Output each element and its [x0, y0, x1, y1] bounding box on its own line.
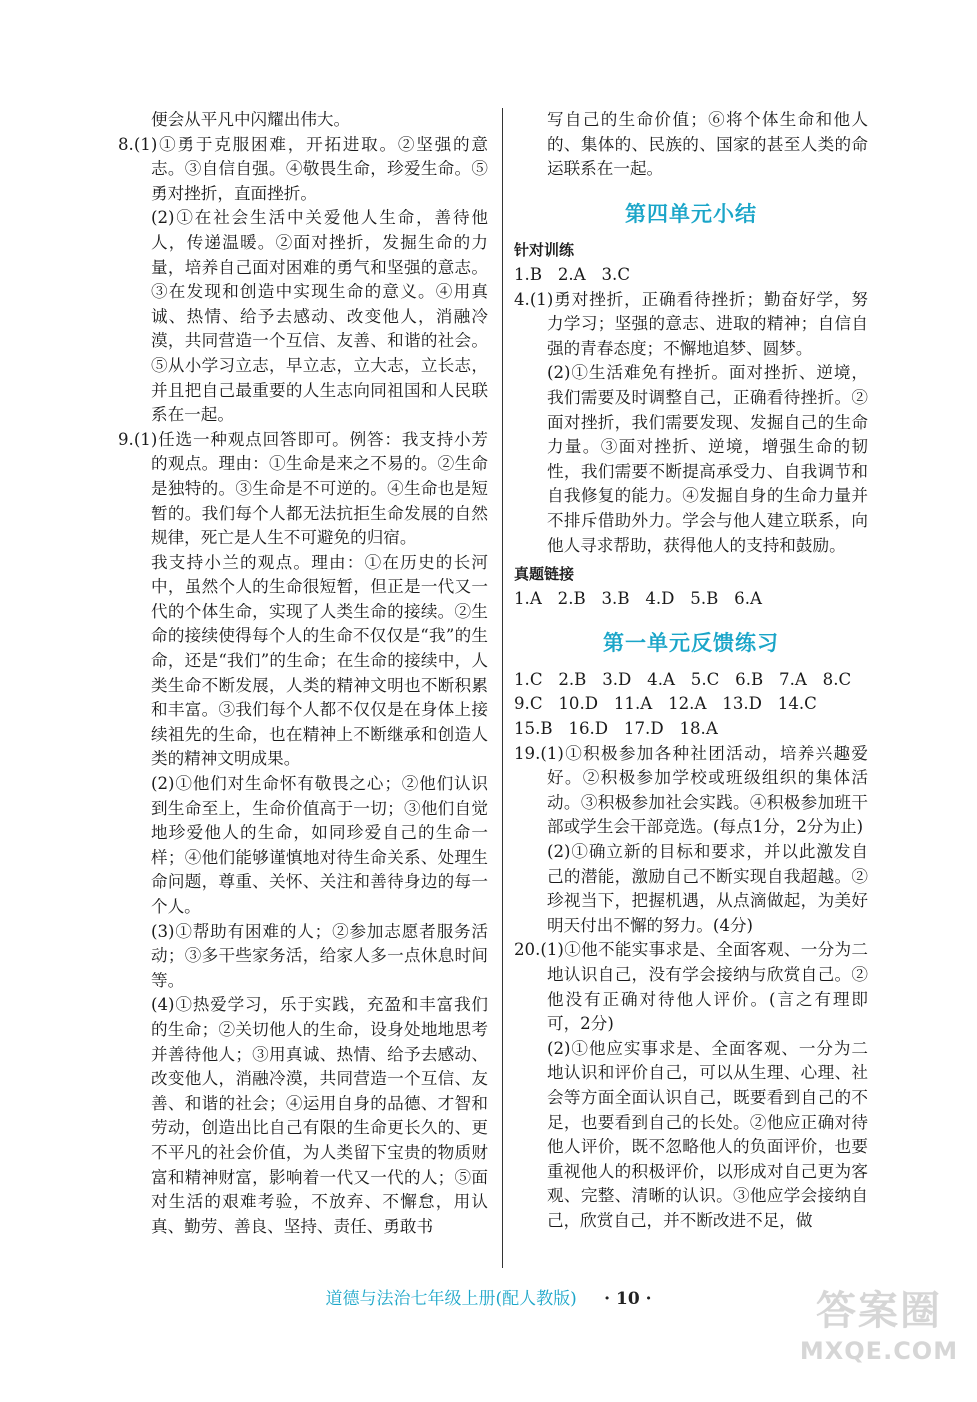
- watermark-url: MXQE.COM: [799, 1337, 959, 1365]
- answer-paragraph: (4)①热爱学习，乐于实践，充盈和丰富我们的生命；②关切他人的生命，设身处地地思考并善待他人；③用真诚、热情、给予去感动、改变他人，消融冷漠，共同营造一个互信、友善、和谐的社会；④运用自身的品德、才智和劳动，创造出比自己有限的生命更长久的、更不平凡的社会价值，为人类留下宝贵的物质财富和精神财富，影响着一代又一代的人；⑤面对生活的艰难考验，不放弃、不懈怠，用认真、勤劳、善良、坚持、责任、勇敢书: [151, 995, 488, 1236]
- unit4-q4-part1: 4.(1)勇对挫折，正确看待挫折；勤奋好学，努力学习；坚强的意志、进取的精神；自信自强的青春态度；不懈地追梦、圆梦。: [514, 289, 868, 358]
- book-title: 道德与法治七年级上册(配人教版): [325, 1289, 577, 1309]
- answer-paragraph: (2)①在社会生活中关爱他人生命，善待他人，传递温暖。②面对挫折，发掘生命的力量，培养自己面对困难的勇气和坚强的意志。③在发现和创造中实现生命的意义。④用真诚、热情、给予去感动、改变他人，消融冷漠，共同营造一个互信、友善、和谐的社会。⑤从小学习立志，早立志，立大志，立长志，并且把自己最重要的人生志向同祖国和人民联系在一起。: [151, 208, 488, 425]
- column-divider: [502, 108, 503, 1268]
- real-exam-answers-row: 1.A 2.B 3.B 4.D 5.B 6.A: [514, 588, 762, 608]
- left-column: [118, 108, 488, 1239]
- answer-paragraph: 8.(1)①勇于克服困难，开拓进取。②坚强的意志。③自信自强。④敬畏生命，珍爱生命。⑤勇对挫折，直面挫折。: [118, 134, 488, 203]
- answer-paragraph: (3)①帮助有困难的人；②参加志愿者服务活动；③多干些家务活，给家人多一点休息时间等。: [151, 921, 488, 990]
- unit4-summary-heading: 第四单元小结: [625, 201, 757, 226]
- targeted-answers-row: 1.B 2.A 3.C: [514, 264, 631, 284]
- answer-paragraph: 我支持小兰的观点。理由：①在历史的长河中，虽然个人的生命很短暂，但正是一代又一代的个体生命，实现了人类生命的接续。②生命的接续使得每个人的生命不仅仅是“我”的生命，还是“我们”的生命；在生命的接续中，人类生命不断发展，人类的精神文明也不断积累和丰富。③我们每个人都不仅仅是在身体上接续祖先的生命，也在精神上不断继承和创造人类的精神文明成果。: [151, 552, 488, 769]
- unit4-q4-part2: (2)①生活难免有挫折。面对挫折、逆境，我们需要及时调整自己，正确看待挫折。②面对挫折，我们需要发现、发掘自己的生命力量。③面对挫折、逆境，增强生命的韧性，我们需要不断提高承受力、自我调节和自我修复的能力。④发掘自身的生命力量并不排斥借助外力。学会与他人建立联系，向他人寻求帮助，获得他人的支持和鼓励。: [547, 363, 868, 555]
- unit1-answers-row-1: 1.C 2.B 3.D 4.A 5.C 6.B 7.A 8.C: [514, 669, 852, 689]
- page-number: · 10 ·: [604, 1289, 652, 1309]
- unit1-q20-part1: 20.(1)①他不能实事求是、全面客观、一分为二地认识自己，没有学会接纳与欣赏自己。②他没有正确对待他人评价。(言之有理即可，2分): [514, 940, 868, 1034]
- unit1-q19-part1: 19.(1)①积极参加各种社团活动，培养兴趣爱好。②积极参加学校或班级组织的集体活动。③积极参加社会实践。④积极参加班干部或学生会干部竞选。(每点1分，2分为止): [514, 743, 868, 837]
- targeted-training-label: 针对训练: [514, 241, 575, 260]
- watermark-text: 答案圈: [816, 1288, 942, 1334]
- unit1-answers-row-2: 9.C 10.D 11.A 12.A 13.D 14.C: [514, 694, 817, 714]
- real-exam-label: 真题链接: [514, 565, 575, 584]
- unit1-feedback-heading: 第一单元反馈练习: [603, 631, 779, 656]
- answer-paragraph: 便会从平凡中闪耀出伟大。: [151, 110, 351, 129]
- continued-answer-text: 写自己的生命价值；⑥将个体生命和他人的、集体的、民族的、国家的甚至人类的命运联系在一起。: [547, 110, 868, 179]
- watermark-logo: [799, 1286, 959, 1390]
- unit1-answers-row-3: 15.B 16.D 17.D 18.A: [514, 719, 718, 739]
- answer-paragraph: 9.(1)任选一种观点回答即可。例答：我支持小芳的观点。理由：①生命是来之不易的。②生命是独特的。③生命是不可逆的。④生命也是短暂的。我们每个人都无法抗拒生命发展的自然规律，死亡是人生不可避免的归宿。: [118, 429, 488, 548]
- answer-paragraph: (2)①他们对生命怀有敬畏之心；②他们认识到生命至上，生命价值高于一切；③他们自觉地珍爱他人的生命，如同珍爱自己的生命一样；④他们能够谨慎地对待生命关系、处理生命问题，尊重、关怀、关注和善待身边的每一个人。: [151, 774, 488, 916]
- right-column: [514, 108, 868, 1234]
- unit1-q20-part2: (2)①他应实事求是、全面客观、一分为二地认识和评价自己，可以从生理、心理、社会等方面全面认识自己，既要看到自己的不足，也要看到自己的长处。②他应正确对待他人评价，既不忽略他人的负面评价，也要重视他人的积极评价，以形成对自己更为客观、完整、清晰的认识。③他应学会接纳自己，欣赏自己，并不断改进不足，做: [547, 1038, 868, 1230]
- unit1-q19-part2: (2)①确立新的目标和要求，并以此激发自己的潜能，激励自己不断实现自我超越。②珍视当下，把握机遇，从点滴做起，为美好明天付出不懈的努力。(4分): [547, 842, 868, 935]
